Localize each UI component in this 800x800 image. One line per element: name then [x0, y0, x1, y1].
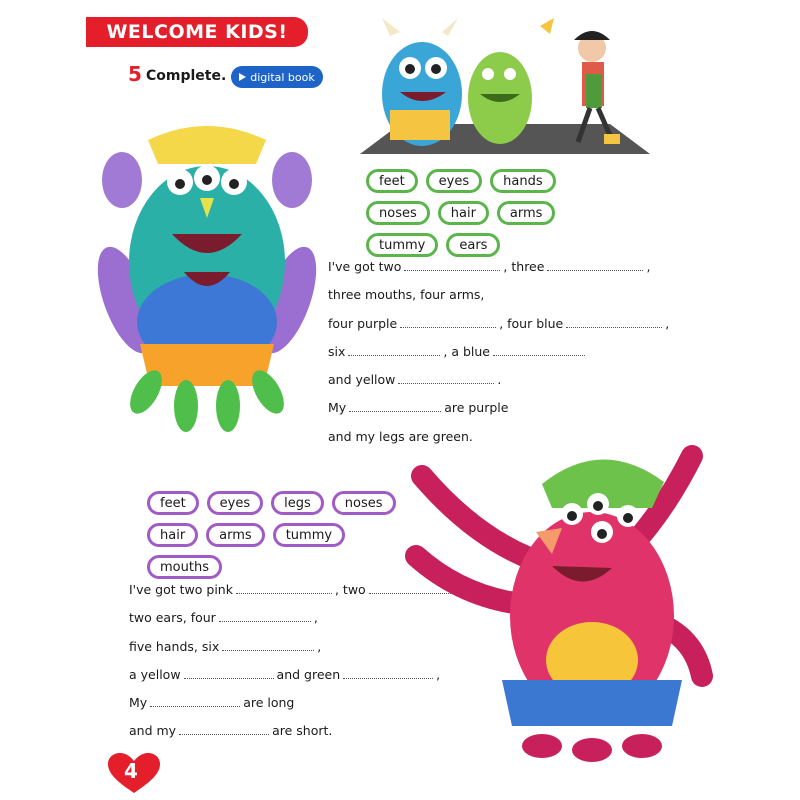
text-fragment: , four blue	[499, 315, 564, 331]
text-fragment: and my	[129, 723, 177, 739]
blank-field[interactable]	[236, 581, 332, 594]
word-chip: hair	[438, 201, 489, 225]
red-monster-illustration	[402, 436, 720, 766]
text-fragment: are short.	[272, 723, 333, 739]
blank-field[interactable]	[348, 343, 440, 356]
text-line	[328, 394, 669, 422]
word-chip: noses	[366, 201, 430, 225]
word-chip: feet	[147, 491, 199, 515]
digital-book-label: digital book	[250, 70, 315, 84]
word-chip: arms	[206, 523, 265, 547]
text-fragment: ,	[317, 638, 322, 654]
word-chip: eyes	[426, 169, 482, 193]
text-fragment: My	[129, 695, 148, 711]
text-fragment: ,	[461, 582, 466, 597]
blank-field[interactable]	[404, 258, 500, 271]
page-number: 4	[124, 759, 138, 783]
text-line: and my legs are green.	[328, 428, 473, 444]
word-chip: noses	[332, 491, 396, 515]
text-fragment: ,	[646, 259, 651, 274]
section-banner	[86, 17, 308, 47]
text-line: three mouths, four arms,	[328, 287, 485, 303]
word-chip: feet	[366, 169, 418, 193]
text-fragment: and green	[276, 666, 341, 682]
word-chip: arms	[497, 201, 556, 225]
text-line	[328, 338, 669, 366]
word-chip: legs	[271, 491, 324, 515]
text-line	[328, 253, 669, 281]
text-fragment: six	[328, 343, 346, 359]
text-fragment: My	[328, 400, 347, 416]
blank-field[interactable]	[547, 258, 643, 271]
text-line	[328, 366, 669, 394]
text-fragment: are purple	[444, 400, 509, 416]
text-fragment: are long	[243, 695, 295, 711]
text-fragment: .	[497, 372, 502, 388]
digital-book-button[interactable]	[231, 66, 323, 88]
blank-field[interactable]	[222, 638, 314, 651]
text-fragment: ,	[436, 666, 441, 682]
blank-field[interactable]	[219, 609, 311, 622]
text-fragment: a yellow	[129, 666, 181, 682]
text-fragment: five hands, six	[129, 638, 220, 654]
text-fragment: two ears, four	[129, 610, 216, 626]
word-chip: tummy	[366, 233, 438, 257]
blank-field[interactable]	[179, 722, 269, 735]
blank-field[interactable]	[566, 315, 662, 328]
blank-field[interactable]	[150, 694, 240, 707]
word-bank-1	[366, 169, 616, 257]
text-fragment: ,	[665, 315, 670, 331]
text-fragment: , three	[503, 259, 545, 274]
word-chip: hands	[490, 169, 555, 193]
word-bank-2	[147, 491, 407, 579]
blank-field[interactable]	[349, 399, 441, 412]
exercise-instruction: Complete.	[146, 68, 227, 84]
word-chip: tummy	[273, 523, 345, 547]
text-fragment: , a blue	[443, 343, 490, 359]
text-line	[328, 310, 669, 338]
banner-title: WELCOME KIDS!	[106, 21, 288, 43]
word-chip: hair	[147, 523, 198, 547]
word-chip: ears	[446, 233, 500, 257]
blank-field[interactable]	[398, 371, 494, 384]
text-fragment: four purple	[328, 315, 398, 331]
play-icon	[239, 73, 246, 81]
monsters-scene-illustration	[360, 14, 650, 160]
text-fragment: and yellow	[328, 372, 396, 388]
blank-field[interactable]	[493, 343, 585, 356]
blue-monster-illustration	[96, 122, 318, 440]
word-chip: mouths	[147, 555, 222, 579]
exercise-number: 5	[128, 62, 142, 86]
text-fragment: I've got two	[328, 259, 402, 274]
text-fragment: I've got two pink	[129, 582, 233, 597]
word-chip: eyes	[207, 491, 263, 515]
blank-field[interactable]	[400, 315, 496, 328]
text-fragment: ,	[313, 610, 318, 626]
blank-field[interactable]	[184, 666, 274, 679]
text-fragment: , two	[334, 582, 366, 597]
page-number-badge	[108, 753, 160, 793]
description-text-1	[328, 253, 669, 451]
